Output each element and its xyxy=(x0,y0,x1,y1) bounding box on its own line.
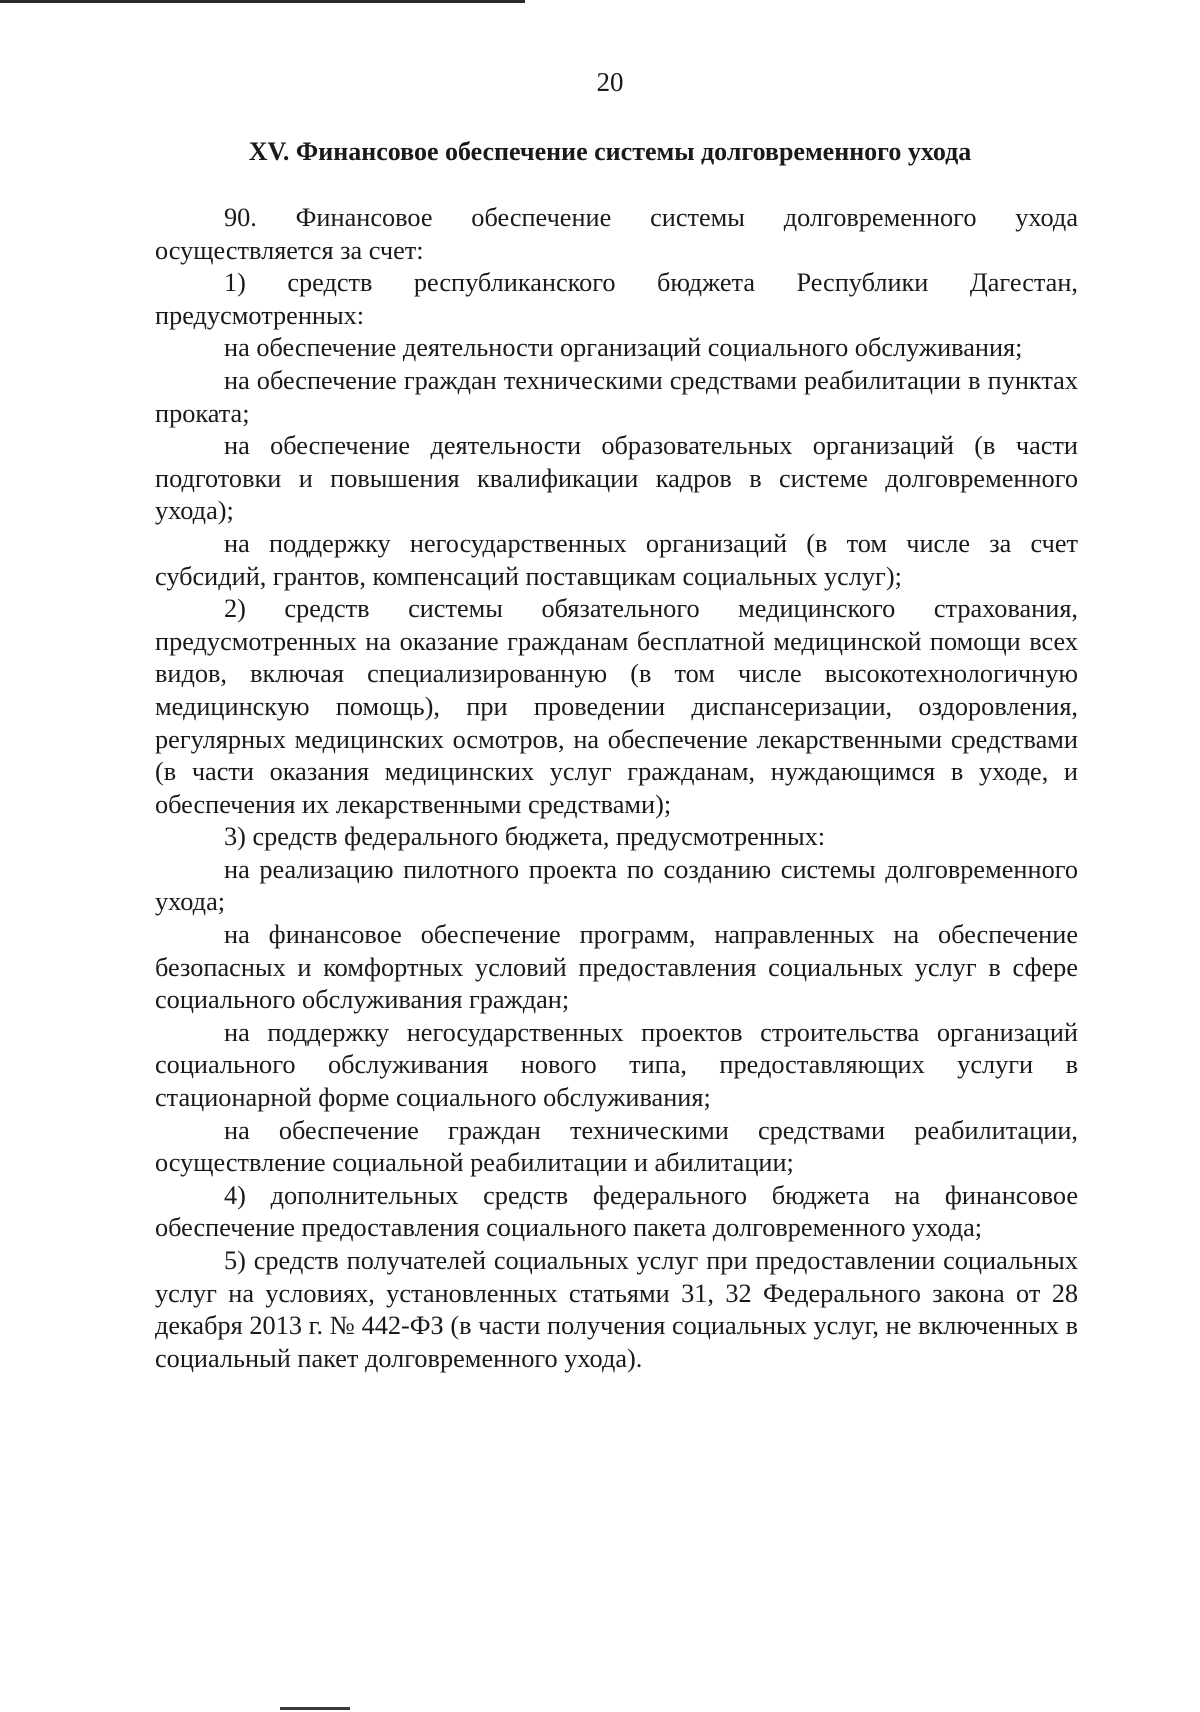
paragraph-item-3: 3) средств федерального бюджета, предусмотренных: xyxy=(224,822,826,852)
paragraph-sub-item: на обеспечение деятельности организаций социального обслуживания; xyxy=(224,333,1023,363)
paragraph-item-2: 2) средств системы обязательного медицинского страхования, предусмотренных на оказание гражданам бесплатной медицинской помощи всех видов, включая специализированную (в том числе высокотехнологичную медицинскую помощь), при проведении диспансеризации, оздоровления, регулярных медицинских осмотров, на обеспечение лекарственными средствами (в части оказания медицинских услуг гражданам, нуждающимся в уходе, и обеспечения их лекарственными средствами); xyxy=(155,594,1078,819)
section-title: XV. Финансовое обеспечение системы долговременного ухода xyxy=(248,137,972,166)
paragraph-sub-item: на поддержку негосударственных организаций (в том числе за счет субсидий, грантов, компенсаций поставщикам социальных услуг); xyxy=(155,528,1078,591)
paragraph-sub-item: на обеспечение деятельности образовательных организаций (в части подготовки и повышения квалификации кадров в системе долговременного ухода); xyxy=(155,431,1078,526)
paragraph-item-4: 4) дополнительных средств федерального бюджета на финансовое обеспечение предоставления социального пакета долговременного ухода; xyxy=(155,1180,1078,1243)
paragraph-item-1: 1) средств республиканского бюджета Республики Дагестан, предусмотренных: xyxy=(155,268,1078,330)
paragraph-sub-item: на обеспечение граждан техническими средствами реабилитации в пунктах проката; xyxy=(155,365,1078,428)
paragraph-sub-item: на финансовое обеспечение программ, направленных на обеспечение безопасных и комфортных условий предоставления социальных услуг в сфере социального обслуживания граждан; xyxy=(155,920,1078,1015)
page-number: 20 xyxy=(596,67,624,97)
paragraph-item-5: 5) средств получателей социальных услуг при предоставлении социальных услуг на условиях, установленных статьями 31, 32 Федерального закона от 28 декабря 2013 г. № 442-ФЗ (в части получения социальных услуг, не включенных в социальный пакет долговременного ухода). xyxy=(155,1246,1078,1373)
top-scan-line xyxy=(0,0,525,3)
paragraph-sub-item: на реализацию пилотного проекта по созданию системы долговременного ухода; xyxy=(155,854,1078,917)
bottom-scan-mark xyxy=(280,1707,350,1710)
paragraph-sub-item: на обеспечение граждан техническими средствами реабилитации, осуществление социальной реабилитации и абилитации; xyxy=(155,1115,1078,1178)
paragraph-sub-item: на поддержку негосударственных проектов строительства организаций социального обслуживания нового типа, предоставляющих услуги в стационарной форме социального обслуживания; xyxy=(155,1017,1078,1113)
paragraph-90-intro: 90. Финансовое обеспечение системы долговременного ухода осуществляется за счет: xyxy=(155,203,1078,265)
document-body xyxy=(155,202,1078,1375)
